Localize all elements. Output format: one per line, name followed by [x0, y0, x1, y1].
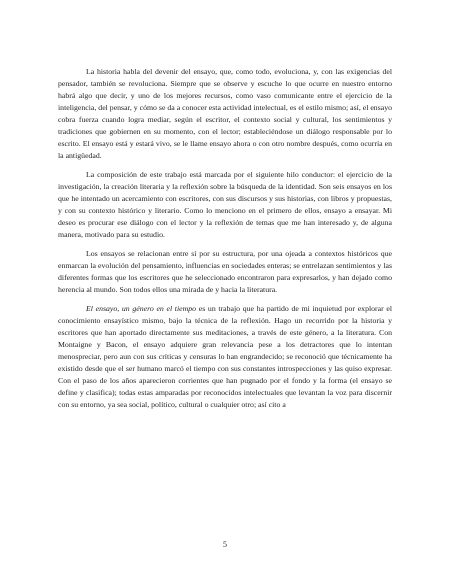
paragraph-1	[58, 66, 392, 162]
paragraph-2	[58, 169, 392, 241]
paragraph-4	[58, 303, 392, 411]
paragraph-1-text: La historia habla del devenir del ensayo, que, como todo, evoluciona, y, con las exigencias del pensador, también se revoluciona. Siempre que se observe y escuche lo que ocurre en nuestro entorno habrá algo que decir, y uno de los mejores recursos, como vaso comunicante entre el ejercicio de la inteligencia, del pensar, y cómo se da a conocer esta actividad intelectual, es el estilo mismo; así, el ensayo cobra fuerza cuando logra mediar, según el escritor, el contexto social y cultural, los sentimientos y tradiciones que gobiernen en su momento, con el lector; estableciéndose un diálogo responsable por lo escrito. El ensayo está y estará vivo, se le llame ensayo ahora o con otro nombre después, como ocurría en la antigüedad.	[58, 67, 392, 160]
paragraph-3-text: Los ensayos se relacionan entre sí por su estructura, por una ojeada a contextos históricos que enmarcan la evolución del pensamiento, influencias en sociedades enteras; se entrelazan sentimientos y las diferentes formas que los escritores que he seleccionado encontraron para expresarlos, y han dejado como herencia al mundo. Son todos ellos una mirada de y hacia la literatura.	[58, 249, 392, 294]
paragraph-2-text: La composición de este trabajo está marcada por el siguiente hilo conductor: el ejercicio de la investigación, la creación literaria y la reflexión sobre la búsqueda de la identidad. Son seis ensayos en los que he intentado un acercamiento con escritores, con sus discursos y sus historias, con libros y propuestas, y con su contexto histórico y literario. Como lo menciono en el primero de ellos, ensayo a ensayar. Mi deseo es procurar ese diálogo con el lector y la reflexión de temas que me han interesado y, de alguna manera, motivado para su estudio.	[58, 170, 392, 239]
body-text	[58, 66, 392, 411]
paragraph-4-italic-lead: El ensayo, un género en el tiempo	[86, 304, 197, 313]
paragraph-3	[58, 248, 392, 296]
page-number: 5	[223, 540, 227, 549]
paragraph-4-text: es un trabajo que ha partido de mi inquietud por explorar el conocimiento ensayístico mismo, bajo la técnica de la reflexión. Hago un recorrido por la historia y escritores que han aportado directamente sus meditaciones, a través de este género, a la literatura. Con Montaigne y Bacon, el ensayo adquiere gran relevancia pese a los detractores que lo intentan menospreciar, pero aun con sus críticas y censuras lo han engrandecido; se reconoció que técnicamente ha existido desde que el ser humano marcó el tiempo con sus constantes introspecciones y las quiso expresar. Con el paso de los años aparecieron corrientes que han pugnado por el fondo y la forma (el ensayo se define y clasifica); todas estas amparadas por reconocidos intelectuales que levantan la voz para discernir con su entorno, ya sea social, político, cultural o cualquier otro; así cito a	[58, 304, 393, 409]
